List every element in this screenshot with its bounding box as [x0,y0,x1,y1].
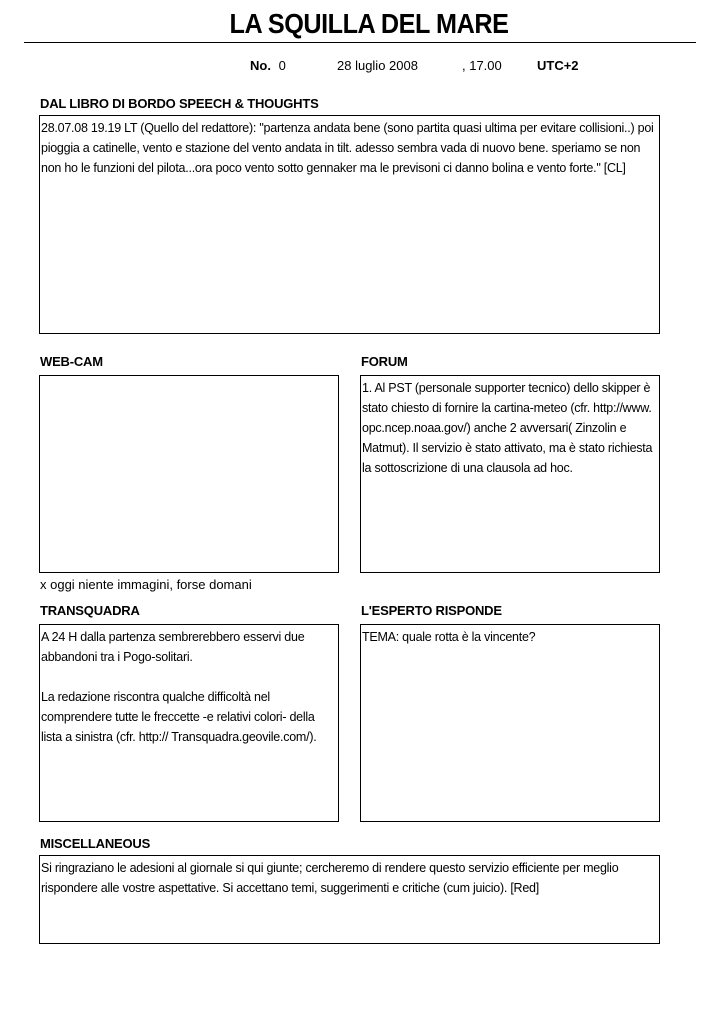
issue-number-value: 0 [278,58,286,73]
issue-number [250,58,286,73]
issue-timezone: UTC+2 [537,58,579,73]
newspaper-title: LA SQUILLA DEL MARE [229,8,509,39]
issue-date: 28 luglio 2008 [337,58,418,73]
webcam-box [39,375,339,573]
transquadra-heading: TRANSQUADRA [40,603,140,618]
transquadra-box: A 24 H dalla partenza sembrerebbero esservi due abbandoni tra i Pogo-solitari. La redazione riscontra qualche difficoltà nel comprendere tutte le freccette -e relativi colori- della lista a sinistra (cfr. http:// Transquadra.geovile.com/). [39,624,339,822]
title-divider [24,42,696,43]
webcam-note: x oggi niente immagini, forse domani [40,577,252,592]
issue-number-label: No. [250,58,271,73]
forum-heading: FORUM [361,354,408,369]
misc-box: Si ringraziano le adesioni al giornale si qui giunte; cercheremo di rendere questo servizio efficiente per meglio rispondere alle vostre aspettative. Si accettano temi, suggerimenti e critiche (cum juicio). [Red] [39,855,660,944]
expert-box: TEMA: quale rotta è la vincente? [360,624,660,822]
logbook-heading: DAL LIBRO DI BORDO SPEECH & THOUGHTS [40,96,319,111]
forum-box: 1. Al PST (personale supporter tecnico) dello skipper è stato chiesto di fornire la cartina-meteo (cfr. http://www. opc.ncep.noaa.gov/) anche 2 avversari( Zinzolin e Matmut). Il servizio è stato attivato, ma è stato richiesta la sottoscrizione di una clausola ad hoc. [360,375,660,573]
misc-heading: MISCELLANEOUS [40,836,151,851]
logbook-box: 28.07.08 19.19 LT (Quello del redattore): "partenza andata bene (sono partita quasi ultima per evitare collisioni..) poi pioggia a catinelle, vento e stazione del vento andata in tilt. adesso sembra vada di nuovo bene. speriamo se non non ho le funzioni del pilota...ora poco vento sotto gennaker ma le previsoni ci danno bolina e vento forte." [CL] [39,115,660,334]
webcam-heading: WEB-CAM [40,354,103,369]
expert-heading: L'ESPERTO RISPONDE [361,603,502,618]
issue-time: , 17.00 [462,58,502,73]
